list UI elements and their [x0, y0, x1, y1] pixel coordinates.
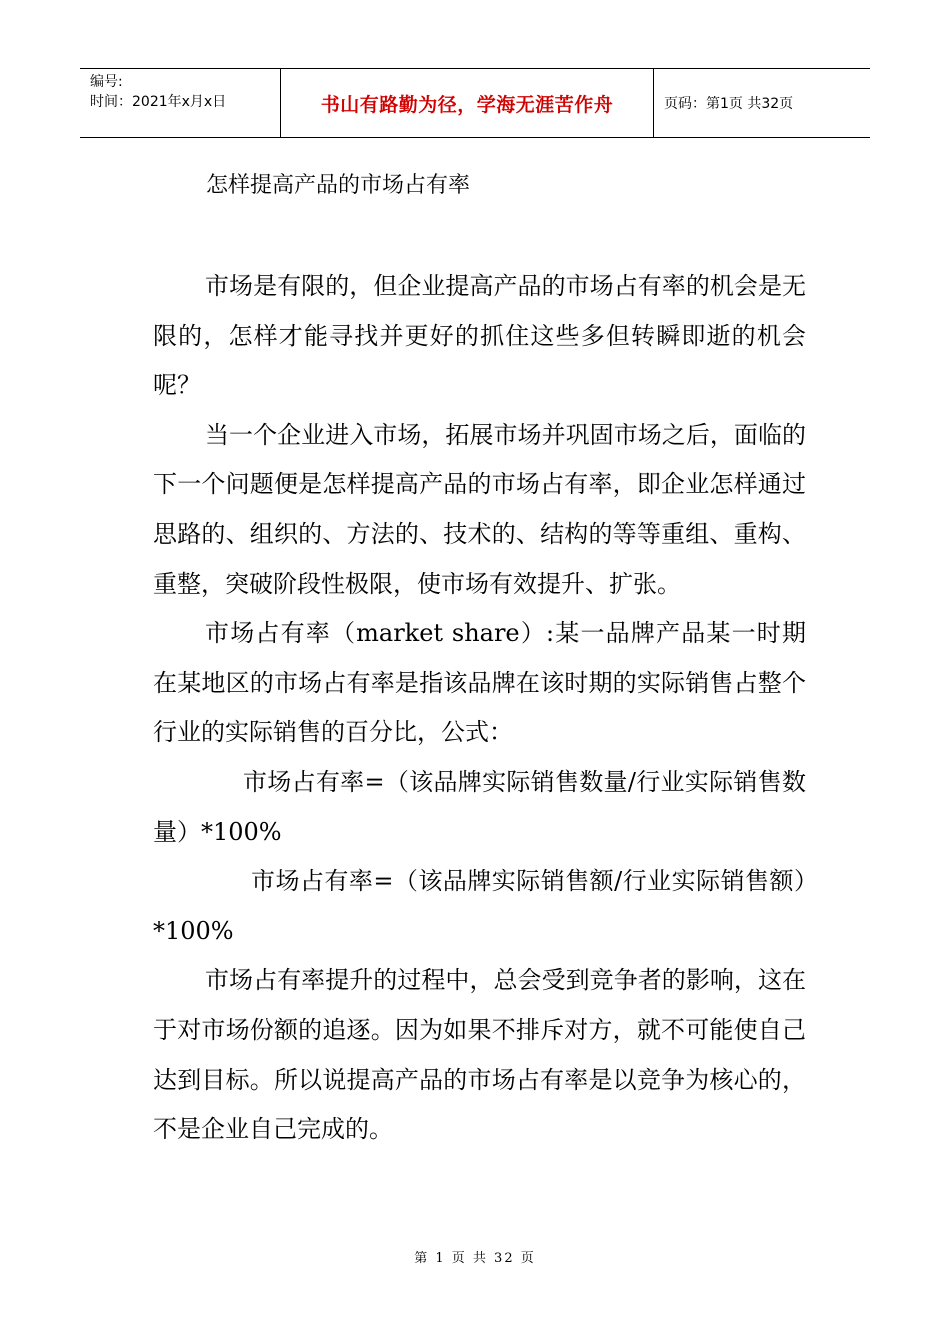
paragraph: 市场占有率提升的过程中，总会受到竞争者的影响，这在于对市场份额的追逐。因为如果不排斥对方，就不可能使自己达到目标。所以说提高产品的市场占有率是以竞争为核心的，不是企业自己完成的。: [153, 966, 806, 1144]
formula-paragraph: 市场占有率=（该品牌实际销售额/行业实际销售额）*100%: [153, 867, 806, 945]
header-meta: [80, 69, 280, 137]
paragraph: 市场是有限的，但企业提高产品的市场占有率的机会是无限的，怎样才能寻找并更好的抓住这些多但转瞬即逝的机会呢？: [153, 272, 806, 400]
header-motto: 书山有路勤为径，学海无涯苦作舟: [280, 69, 654, 137]
document-number-label: 编号:: [90, 74, 123, 90]
document-date: 时间：2021年x月x日: [90, 94, 227, 110]
paragraph: 当一个企业进入市场，拓展市场并巩固市场之后，面临的下一个问题便是怎样提高产品的市场占有率，即企业怎样通过思路的、组织的、方法的、技术的、结构的等等重组、重构、重整，突破阶段性极限，使市场有效提升、扩张。: [153, 420, 806, 598]
page-footer: 第 1 页 共 32 页: [414, 1251, 536, 1266]
page-header: [80, 68, 870, 138]
document-body: [153, 262, 806, 1155]
document-title: 怎样提高产品的市场占有率: [206, 173, 471, 198]
formula-paragraph: 市场占有率=（该品牌实际销售数量/行业实际销售数量）*100%: [153, 767, 806, 846]
header-page-info: 页码：第1页 共32页: [664, 96, 794, 112]
paragraph: 市场占有率（market share）:某一品牌产品某一时期在某地区的市场占有率是指该品牌在该时期的实际销售占整个行业的实际销售的百分比，公式：: [153, 619, 806, 747]
